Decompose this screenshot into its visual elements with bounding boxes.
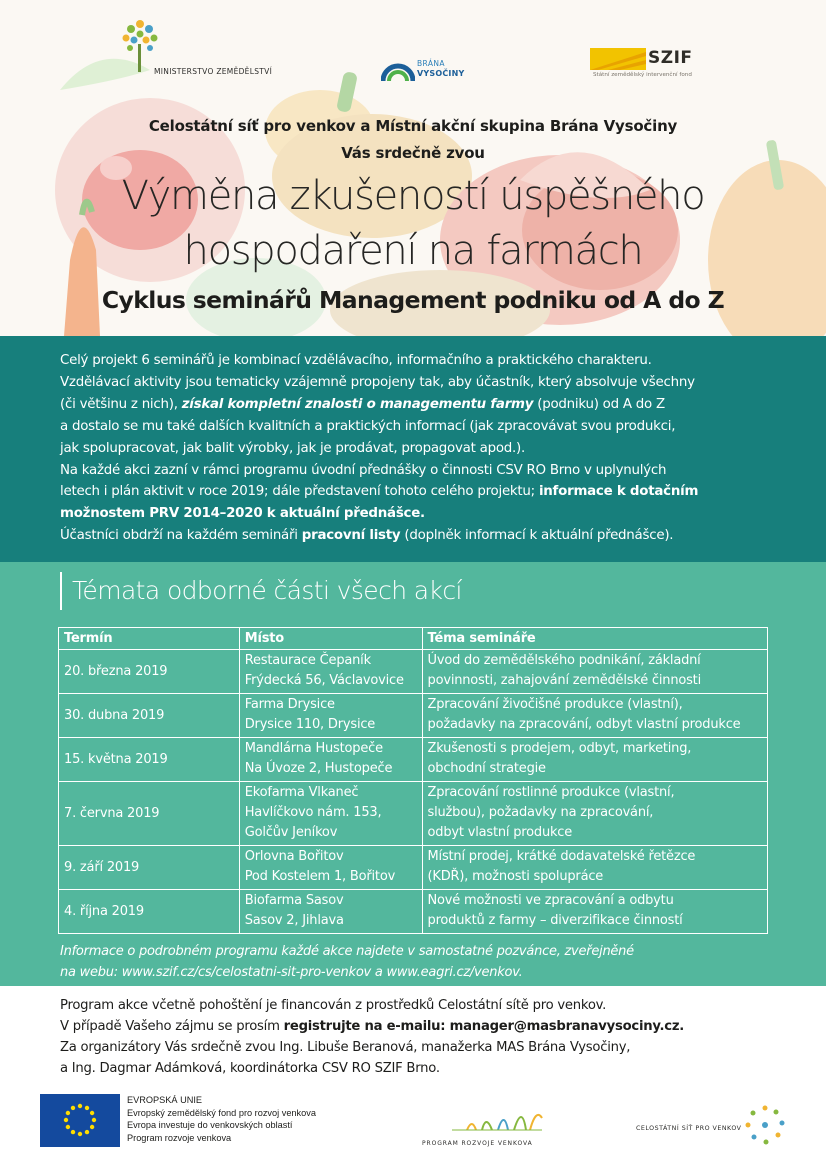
row-date: 15. května 2019 <box>59 738 240 782</box>
national-rural-network-logo <box>630 1100 790 1150</box>
flower-dots-icon <box>742 1102 788 1148</box>
topic-line: povinnosti, zahajování zemědělské činnosti <box>427 673 701 688</box>
national-rural-network-label: CELOSTÁTNÍ SÍŤ PRO VENKOV <box>636 1125 742 1132</box>
row-topic <box>422 782 767 846</box>
intro-sentence-1: Celý projekt 6 seminářů je kombinací vzdělávacího, informačního a praktického charakteru. <box>60 353 652 368</box>
ministry-of-agriculture-logo <box>120 18 280 88</box>
topic-line: (KDŘ), možnosti spolupráce <box>427 869 604 884</box>
row-place <box>239 782 422 846</box>
table-row <box>59 782 768 846</box>
intro-sentence-2c: (podniku) od A do Z <box>533 396 665 412</box>
row-topic <box>422 846 767 890</box>
page-title-line-2: hospodaření na farmách <box>183 228 643 274</box>
intro-sentence-4a: Na každé akci zazní v rámci programu úvodní přednášky o činnosti CSV RO Brno v uplynulých <box>60 462 667 478</box>
note-line-2: na webu: www.szif.cz/cs/celostatni-sit-pro-venkov a www.eagri.cz/venkov. <box>60 964 523 980</box>
rural-development-program-logo <box>412 1100 552 1150</box>
brana-logo-text-1: BRÁNA <box>417 59 445 68</box>
footer-text <box>60 995 780 1079</box>
place-name: Ekofarma Vlkaneč <box>244 785 359 800</box>
table-row <box>59 694 768 738</box>
brana-vysociny-logo <box>381 55 491 85</box>
column-header-topic: Téma semináře <box>422 628 767 650</box>
intro-highlight-knowledge: získal kompletní znalosti o managementu farmy <box>181 396 534 412</box>
place-address: Golčův Jeníkov <box>244 825 338 840</box>
row-date: 4. října 2019 <box>59 890 240 934</box>
organizers-line: Celostátní síť pro venkov a Místní akční skupina Brána Vysočiny <box>148 117 678 135</box>
table-row <box>59 738 768 782</box>
szif-logo-subtext: Státní zemědělský intervenční fond <box>593 72 692 78</box>
topic-line: službou), požadavky na zpracování, <box>427 805 654 820</box>
registration-email: registrujte na e-mailu: manager@masbranavysociny.cz. <box>283 1019 685 1034</box>
eu-line: Evropa investuje do venkovských oblastí <box>127 1120 293 1130</box>
row-place <box>239 846 422 890</box>
intro-sentence-4b: letech i plán aktivit v roce 2019; dále představení tohoto celého projektu; <box>60 484 539 500</box>
place-name: Mandlárna Hustopeče <box>244 741 383 756</box>
hero-banner <box>0 0 826 336</box>
eu-stars-icon <box>40 1094 120 1147</box>
topic-line: Zkušenosti s prodejem, odbyt, marketing, <box>427 741 692 756</box>
table-row <box>59 846 768 890</box>
organizers-signature-1: Za organizátory Vás srdečně zvou Ing. Libuše Beranová, manažerka MAS Brána Vysočiny, <box>60 1040 631 1055</box>
invite-line: Vás srdečně zvou <box>341 144 485 162</box>
ministry-logo-text: MINISTERSTVO ZEMĚDĚLSTVÍ <box>154 67 273 76</box>
place-address: Frýdecká 56, Václavovice <box>244 673 404 688</box>
row-date: 30. dubna 2019 <box>59 694 240 738</box>
topic-line: Místní prodej, krátké dodavatelské řetězce <box>427 849 696 864</box>
themes-heading: Témata odborné části všech akcí <box>72 576 462 605</box>
row-place <box>239 738 422 782</box>
topic-line: odbyt vlastní produkce <box>427 825 573 840</box>
topic-line: Nové možnosti ve zpracování a odbytu <box>427 893 674 908</box>
place-address: Havlíčkovo nám. 153, <box>244 805 382 820</box>
heading-accent-bar <box>60 572 62 610</box>
place-address: Pod Kostelem 1, Bořitov <box>244 869 396 884</box>
column-header-date: Termín <box>59 628 240 650</box>
topic-line: produktů z farmy – diverzifikace činností <box>427 913 683 928</box>
intro-sentence-5a: Účastníci obdrží na každém semináři <box>60 528 302 544</box>
topic-line: Zpracování rostlinné produkce (vlastní, <box>427 785 675 800</box>
table-row <box>59 890 768 934</box>
szif-logo-text: SZIF <box>648 48 693 68</box>
place-address: Drysice 110, Drysice <box>244 717 376 732</box>
intro-sentence-2b: (či většinu z nich), <box>60 396 182 412</box>
place-address: Na Úvoze 2, Hustopeče <box>244 761 393 776</box>
row-place <box>239 890 422 934</box>
page-title-line-1: Výměna zkušeností úspěšného <box>121 173 705 219</box>
eu-funding-text <box>127 1094 316 1144</box>
row-place <box>239 694 422 738</box>
place-name: Farma Drysice <box>244 697 335 712</box>
place-name: Restaurace Čepaník <box>244 653 371 668</box>
intro-text <box>60 350 784 547</box>
place-name: Orlovna Bořitov <box>244 849 344 864</box>
row-date: 20. března 2019 <box>59 650 240 694</box>
program-info-note <box>60 942 760 983</box>
brana-logo-text-2: VYSOČINY <box>417 69 465 78</box>
row-topic <box>422 650 767 694</box>
intro-sentence-2a: Vzdělávací aktivity jsou tematicky vzájemně propojeny tak, aby účastník, který absolvuje všechny <box>60 374 695 390</box>
topic-line: požadavky na zpracování, odbyt vlastní produkce <box>427 717 741 732</box>
place-name: Biofarma Sasov <box>244 893 344 908</box>
intro-highlight-subsidy: informace k dotačním možnostem PRV 2014–2020 k aktuální přednášce. <box>60 484 699 522</box>
funding-line: Program akce včetně pohoštění je financován z prostředků Celostátní sítě pro venkov. <box>60 998 607 1013</box>
row-date: 7. června 2019 <box>59 782 240 846</box>
note-line-1: Informace o podrobném programu každé akce najdete v samostatné pozvánce, zveřejněné <box>60 944 634 959</box>
intro-sentence-5b: (doplněk informací k aktuální přednášce). <box>400 528 674 544</box>
table-header-row <box>59 628 768 650</box>
seminar-schedule-table <box>58 627 768 934</box>
column-header-place: Místo <box>239 628 422 650</box>
intro-section <box>0 336 826 562</box>
place-address: Sasov 2, Jihlava <box>244 913 344 928</box>
table-row <box>59 650 768 694</box>
row-topic <box>422 738 767 782</box>
topic-line: Úvod do zemědělského podnikání, základní <box>427 653 701 668</box>
szif-logo <box>590 48 720 84</box>
intro-sentence-3b: jak spolupracovat, jak balit výrobky, jak je prodávat, propagovat apod.). <box>60 440 526 456</box>
eu-line: Program rozvoje venkova <box>127 1132 232 1143</box>
intro-sentence-3a: a dostalo se mu také dalších kvalitních a praktických informací (jak zpracovávat svou produkci, <box>60 418 676 434</box>
topic-line: obchodní strategie <box>427 761 546 776</box>
gate-arch-icon <box>381 55 415 81</box>
themes-section <box>0 562 826 986</box>
tree-icon <box>120 18 160 73</box>
row-topic <box>422 694 767 738</box>
eu-flag-logo <box>40 1094 120 1147</box>
szif-fields-icon <box>590 48 646 70</box>
registration-line: V případě Vašeho zájmu se prosím <box>60 1019 284 1034</box>
topic-line: Zpracování živočišné produkce (vlastní), <box>427 697 683 712</box>
grass-sprouts-icon <box>412 1100 552 1136</box>
row-place <box>239 650 422 694</box>
row-topic <box>422 890 767 934</box>
organizers-signature-2: a Ing. Dagmar Adámková, koordinátorka CSV RO SZIF Brno. <box>60 1061 440 1076</box>
eu-line: EVROPSKÁ UNIE <box>127 1095 203 1105</box>
rural-development-program-label: PROGRAM ROZVOJE VENKOVA <box>422 1140 533 1147</box>
page-subtitle: Cyklus seminářů Management podniku od A do Z <box>101 286 725 314</box>
eu-line: Evropský zemědělský fond pro rozvoj venkova <box>127 1107 316 1118</box>
intro-highlight-worksheets: pracovní listy <box>301 528 401 544</box>
row-date: 9. září 2019 <box>59 846 240 890</box>
